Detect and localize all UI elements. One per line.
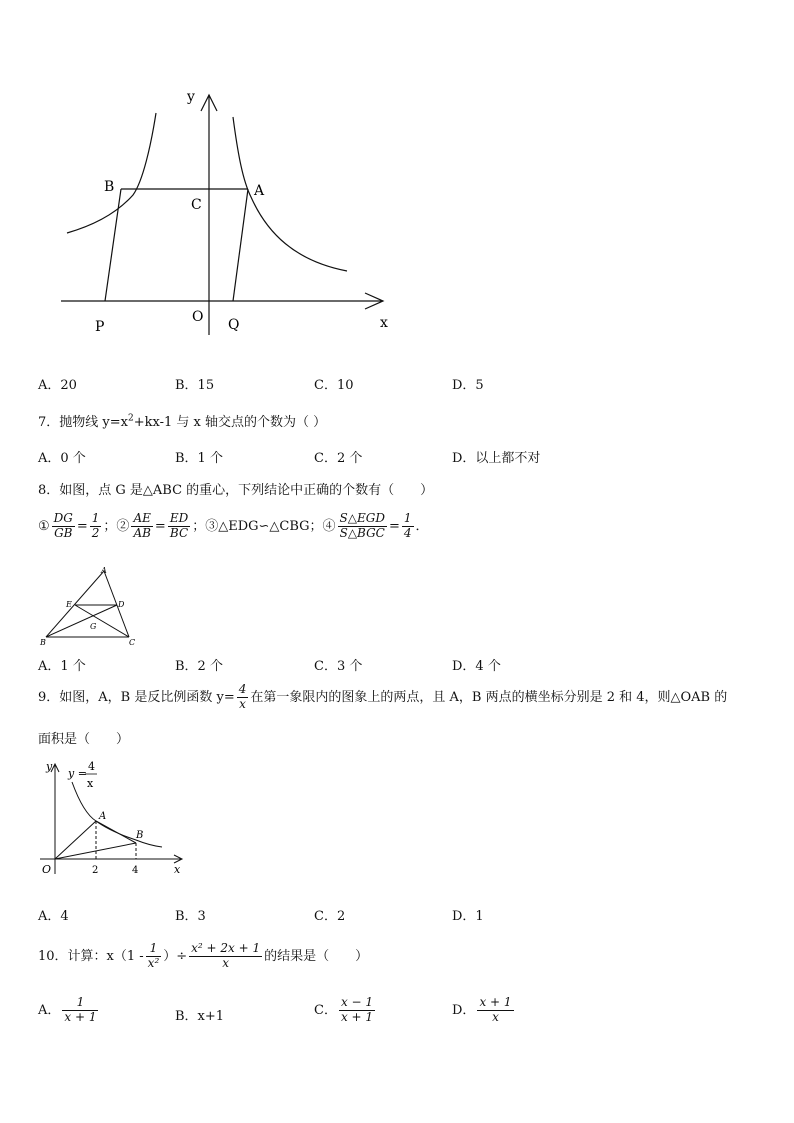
q7-text-a: 7．抛物线 y=x bbox=[38, 415, 128, 430]
label-A: A bbox=[254, 183, 265, 199]
segment-BP bbox=[105, 189, 121, 301]
q8-frac-quarter: $\frac{1}{4}$ bbox=[403, 511, 412, 540]
q6-figure bbox=[55, 85, 400, 340]
label-x: x bbox=[174, 863, 181, 876]
q7-text-b: +kx-1 与 x 轴交点的个数为（ ） bbox=[133, 415, 327, 430]
q8-frac-ed-bc: $\frac{ED}{BC}$ bbox=[169, 511, 189, 540]
q9-option-b: B．3 bbox=[175, 909, 206, 924]
tick-2: 2 bbox=[92, 865, 99, 876]
q9-option-d: D．1 bbox=[452, 909, 484, 924]
label-E: E bbox=[66, 600, 72, 609]
q9-question-line2: 面积是（ ） bbox=[38, 732, 130, 747]
q10-text-c: 的结果是（ ） bbox=[264, 948, 369, 964]
q8-option-d: D．4 个 bbox=[452, 659, 501, 674]
q10-option-a: A． $\frac{1}{x + 1}$ bbox=[38, 995, 97, 1024]
q7-option-b: B．1 个 bbox=[175, 451, 223, 466]
q8-frac-dg-gb: $\frac{DG}{GB}$ bbox=[53, 511, 73, 540]
tick-4: 4 bbox=[132, 865, 139, 876]
label-O: O bbox=[192, 309, 204, 325]
q8-eq1: = bbox=[76, 518, 88, 534]
label-x: x bbox=[380, 315, 388, 331]
hyperbola bbox=[72, 782, 162, 847]
q9-option-c: C．2 bbox=[314, 909, 346, 924]
label-Q: Q bbox=[228, 317, 240, 333]
q10-text-b: ）÷ bbox=[163, 948, 188, 964]
q10-option-c: C． $\frac{x - 1}{x + 1}$ bbox=[314, 995, 374, 1024]
q6-option-a: A．20 bbox=[38, 378, 77, 393]
segment-AQ bbox=[233, 189, 248, 301]
q9-figure bbox=[34, 756, 189, 881]
label-A: A bbox=[101, 566, 107, 575]
q6-option-d: D．5 bbox=[452, 378, 484, 393]
q9-question-line1 bbox=[38, 683, 727, 712]
q9-frac: $\frac{4}{x}$ bbox=[238, 682, 247, 711]
q7-option-c: C．2 个 bbox=[314, 451, 363, 466]
q8-option-b: B．2 个 bbox=[175, 659, 223, 674]
label-C: C bbox=[191, 197, 202, 213]
left-hyperbola bbox=[67, 113, 156, 233]
label-P: P bbox=[95, 319, 105, 335]
segment-AB bbox=[96, 821, 136, 843]
edge-AC bbox=[104, 571, 129, 637]
label-G: G bbox=[90, 622, 97, 631]
label-O: O bbox=[42, 863, 52, 876]
q7-option-d: D．以上都不对 bbox=[452, 451, 541, 466]
label-y: y bbox=[46, 760, 53, 773]
q10-text-a: 10．计算：x（1 - bbox=[38, 948, 144, 964]
q6-option-c: C．10 bbox=[314, 378, 354, 393]
q8-eq2: = bbox=[154, 518, 166, 534]
q8-figure bbox=[38, 565, 148, 650]
q8-end: ． bbox=[415, 518, 429, 534]
label-B: B bbox=[104, 179, 115, 195]
q10-question bbox=[38, 942, 368, 971]
segment-OA bbox=[55, 821, 96, 859]
q10-frac-2: $\frac{\text{x² + 2x + 1}}{x}$ bbox=[191, 941, 261, 970]
q9-option-a: A．4 bbox=[38, 909, 69, 924]
label-A: A bbox=[99, 811, 107, 822]
q7-sup: 2 bbox=[127, 413, 134, 424]
q10-option-d: D． $\frac{x + 1}{x}$ bbox=[452, 995, 512, 1024]
q8-eq4: = bbox=[388, 518, 400, 534]
q10-option-b: B．x+1 bbox=[175, 1009, 225, 1024]
q8-option-a: A．1 个 bbox=[38, 659, 86, 674]
label-B: B bbox=[40, 638, 46, 647]
q8-option-c: C．3 个 bbox=[314, 659, 363, 674]
segment-BD bbox=[46, 605, 117, 637]
q7-option-a: A．0 个 bbox=[38, 451, 86, 466]
label-B: B bbox=[136, 830, 144, 841]
q8-frac-area: $\frac{\text{S△EGD}}{\text{S△BGC}}$ bbox=[339, 511, 385, 540]
func-den: x bbox=[87, 777, 94, 790]
q10-frac-1: $\frac{1}{\text{x²}}$ bbox=[147, 941, 160, 970]
q8-sep1: ；② bbox=[103, 518, 130, 534]
func-num: 4 bbox=[88, 760, 95, 773]
q7-question bbox=[38, 411, 326, 430]
q8-sep2: ；③△EDG∽△CBG；④ bbox=[192, 518, 336, 534]
label-y: y bbox=[187, 89, 195, 105]
q8-frac-half: $\frac{1}{2}$ bbox=[91, 511, 100, 540]
func-eq: y = bbox=[68, 767, 87, 780]
q9-text-b: 在第一象限内的图象上的两点，且 A，B 两点的横坐标分别是 2 和 4，则△OAB 的 bbox=[250, 689, 728, 705]
q8-frac-ae-ab: $\frac{AE}{AB}$ bbox=[133, 511, 151, 540]
label-C: C bbox=[129, 638, 136, 647]
q6-option-b: B．15 bbox=[175, 378, 215, 393]
label-D: D bbox=[118, 600, 125, 609]
q8-c1: ① bbox=[38, 518, 50, 534]
right-hyperbola bbox=[233, 117, 347, 271]
q9-text-a: 9．如图，A，B 是反比例函数 y= bbox=[38, 689, 235, 705]
segment-CE bbox=[75, 605, 129, 637]
q8-statements bbox=[38, 512, 429, 541]
q8-question: 8．如图，点 G 是△ABC 的重心，下列结论中正确的个数有（ ） bbox=[38, 483, 434, 498]
